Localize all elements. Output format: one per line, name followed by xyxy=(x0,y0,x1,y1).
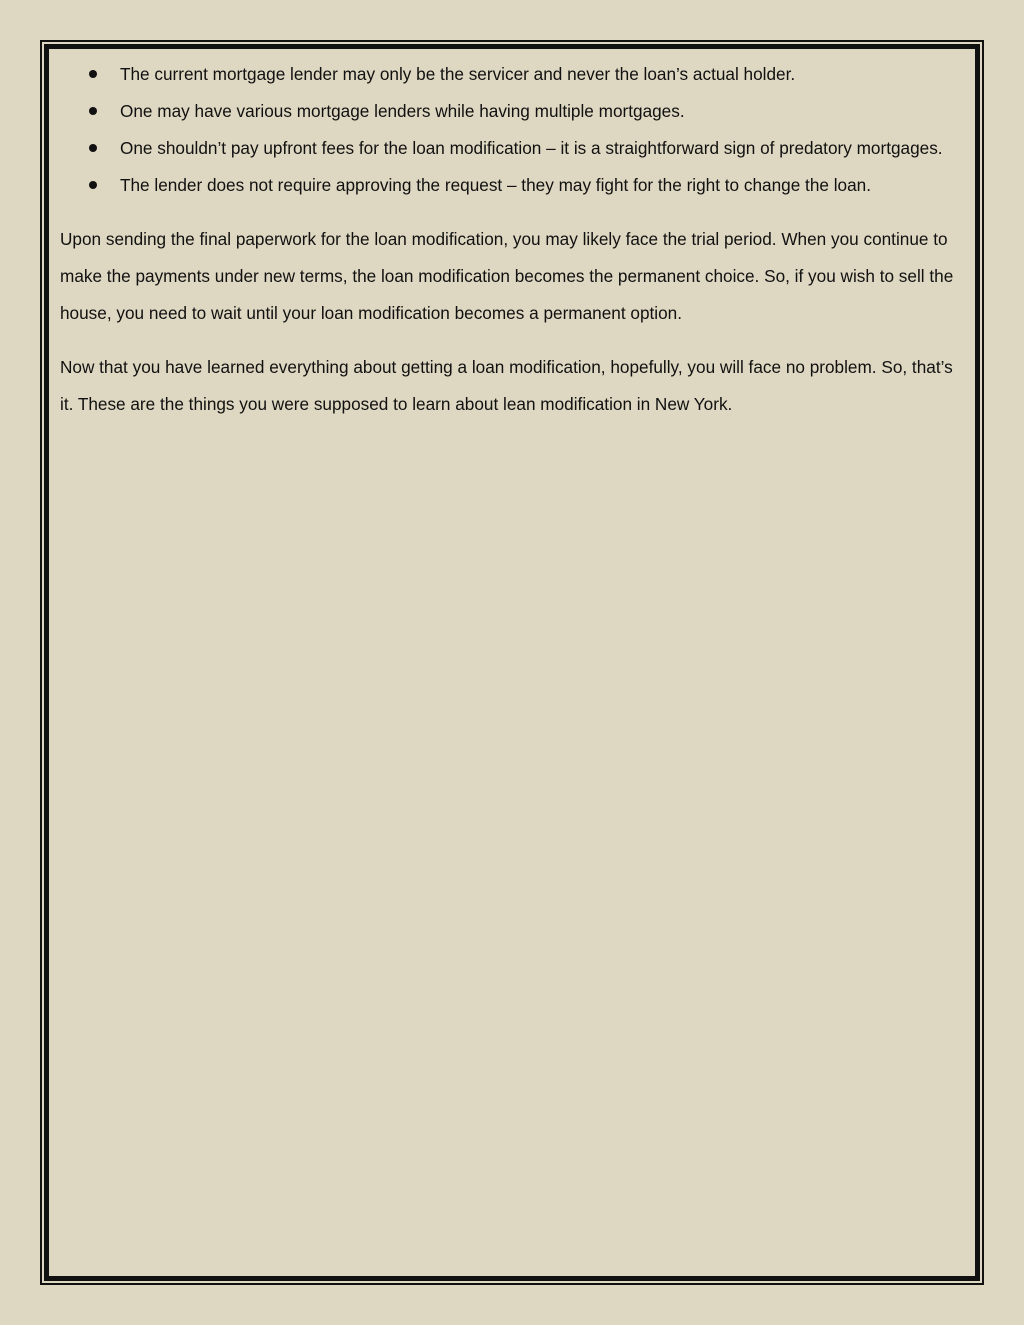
bullet-icon xyxy=(89,181,97,189)
list-item xyxy=(60,56,970,93)
bullet-text: The lender does not require approving the request – they may fight for the right to change the loan. xyxy=(120,175,871,195)
list-item xyxy=(60,130,970,167)
bullet-text: The current mortgage lender may only be the servicer and never the loan’s actual holder. xyxy=(120,64,796,84)
bullet-text: One shouldn’t pay upfront fees for the loan modification – it is a straightforward sign of predatory mortgages. xyxy=(120,138,943,158)
bullet-icon xyxy=(89,144,97,152)
bullet-text: One may have various mortgage lenders while having multiple mortgages. xyxy=(120,101,685,121)
list-item xyxy=(60,93,970,130)
bullet-list xyxy=(60,56,970,204)
paragraph-trial-period: Upon sending the final paperwork for the loan modification, you may likely face the trial period. When you continue to make the payments under new terms, the loan modification becomes the permanent choice. So, if you wish to sell the house, you need to wait until your loan modification becomes a permanent option. xyxy=(60,229,954,323)
bullet-icon xyxy=(89,70,97,78)
document-body xyxy=(60,56,970,423)
paragraph-conclusion: Now that you have learned everything about getting a loan modification, hopefully, you will face no problem. So, that’s it. These are the things you were supposed to learn about lean modification in New York. xyxy=(60,357,953,414)
list-item xyxy=(60,167,970,204)
bullet-icon xyxy=(89,107,97,115)
